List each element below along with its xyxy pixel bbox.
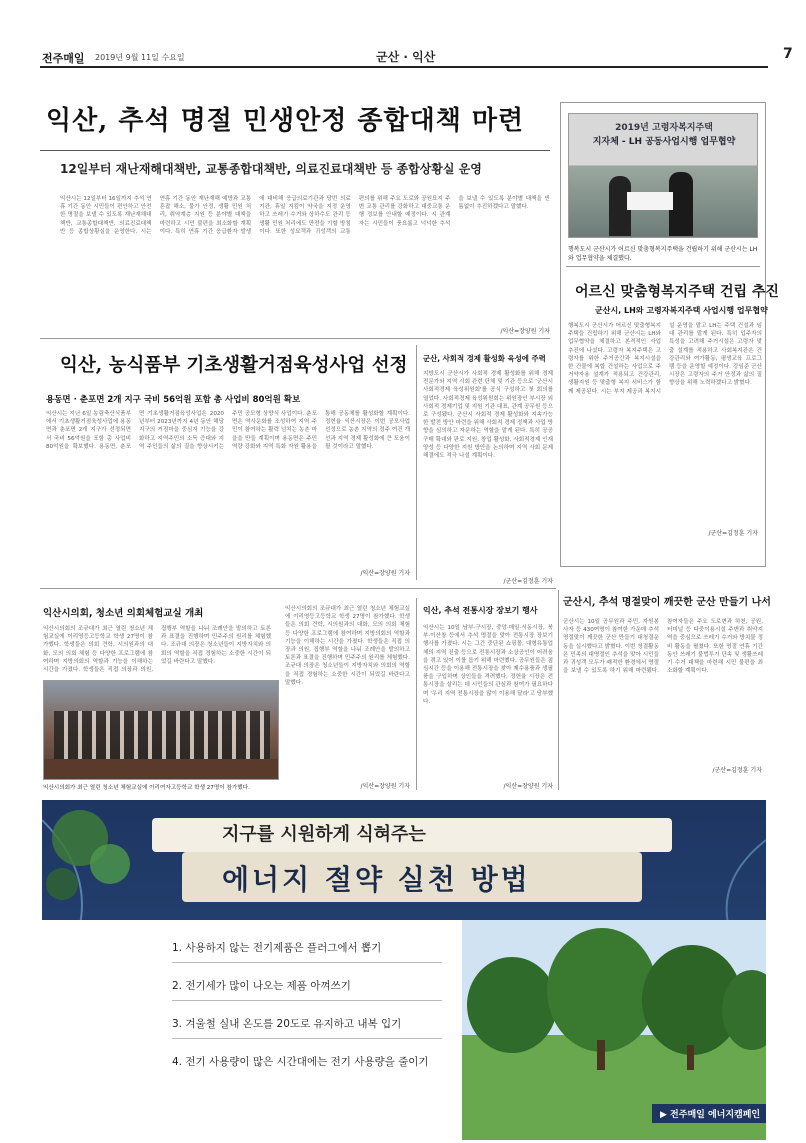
market-headline: 익산, 추석 전통시장 장보기 행사 (423, 606, 538, 615)
issue-date: 2019년 9월 11일 수요일 (95, 53, 185, 62)
tree-canopy (467, 957, 557, 1053)
clean-byline: /군산=김정훈 기자 (712, 767, 762, 774)
council-body-text: 익산시의회의 조규대가 최근 열린 청소년 체험교실에 이리영등고등학교 학생 27명이 참가했다. 학생들은 의회 견학, 시의원과의 대화, 모의 의회 체험 등 다양한 프로그램에 참여하며 지방의회의 역할과 기능을 이해하는 시간을 가졌다. 학생들은 직접 의장과 의원, 집행부 역할을 나눠 조례안을 발의하고 토론과 표결을 진행하며 민주주의 원리를 체험했다. 조규대 의장은 청소년들이 지방자치와 의회의 역할을 직접 경험하는 소중한 시간이 되었길 바란다고 말했다. (43, 626, 271, 674)
market-body-text: 익산시는 10일 남부·구시장, 중앙·매일·서동시장, 북부·이산창 등에서 추석 명절을 맞아 전통시장 장보기 행사를 가졌다. 시는 그간 중단된 쇼핑몰, 대형유통업체의 지역 진출 등으로 전통시장과 소상공인이 어려움을 겪고 있어 이를 돕기 위해 마련했다. 공무원들은 점심시간 등을 이용해 전통시장을 찾아 제수용품과 생필품을 구입하며 상인들을 격려했다. 정헌율 시장은 전통시장을 살리는 데 시민들의 관심과 참여가 필요하다며 '우리 지역 전통시장을 많이 이용해 달라'고 당부했다. (423, 625, 553, 705)
council-body-lead (43, 625, 271, 675)
photo-caption: 행복도시 군산시가 어르신 맞춤형복지주택을 건립하기 위해 군산시는 LH와 업무협약을 체결했다. (568, 246, 758, 262)
divider (40, 338, 550, 339)
newspaper-logo: 전주매일 (42, 52, 85, 65)
tree-canopy (547, 928, 657, 1052)
ad-title-line2: 에너지 절약 실천 방법 (222, 863, 531, 896)
clean-headline: 군산시, 추석 명절맞이 깨끗한 군산 만들기 나서 (563, 597, 771, 608)
council-photo (43, 680, 279, 780)
photo-banner-line1: 2019년 고령자복지주택 (615, 123, 713, 133)
housing-body-text: 행복도시 군산시가 어르신 맞춤형복지주택을 건립하기 위해 군산시는 LH와 업무협약을 체결하고 본격적인 사업 추진에 나섰다. 고령자 복지주택은 고령자를 위한 주거공간과 복지시설을 한 건물에 복합 건설하는 사업으로 주거약자용 설계가 적용되고 건강관리, 생활지원 등 맞춤형 복지 서비스가 함께 제공된다. 시는 부지 제공과 복지시설 운영을 맡고 LH는 주택 건설과 임대 관리를 맡게 된다. 특히 입주자의 특성을 고려해 주거시설은 고령자 맞춤 설계를 적용하고 사회복지관은 건강관리와 여가활동, 평생교육 프로그램 등을 운영할 예정이다. 강임준 군산시장은 고령자의 주거 안정과 삶의 질 향상을 위해 노력하겠다고 밝혔다. (568, 323, 762, 395)
council-headline: 익산시의회, 청소년 의회체험교실 개최 (43, 608, 204, 619)
housing-body (568, 322, 762, 512)
main-byline: /익산=장양원 기자 (500, 328, 550, 335)
tip-divider (172, 1038, 442, 1039)
tip-divider (172, 1000, 442, 1001)
divider (566, 266, 760, 267)
housing-subheadline: 군산시, LH와 고령자복지주택 사업시행 업무협약 (595, 306, 768, 315)
housing-headline: 어르신 맞춤형복지주택 건립 추진 (575, 284, 779, 300)
photo-banner-line2: 지자체 - LH 공동사업시행 업무협약 (592, 137, 736, 147)
council-caption: 익산시의회가 최근 열린 청소년 체험교실에 이리여자고등학교 학생 27명이 참가했다. (43, 785, 250, 791)
tip-item-2: 2. 전기세가 많이 나오는 제품 아껴쓰기 (172, 980, 351, 992)
campaign-label: ▶ 전주매일 에너지캠페인 (652, 1104, 766, 1123)
divider (40, 150, 550, 151)
tip-item-3: 3. 겨울철 실내 온도를 20도로 유지하고 내복 입기 (172, 1018, 402, 1030)
page-header (0, 0, 806, 68)
page-number: 7 (783, 46, 793, 62)
council-body-text: 익산시의회의 조규대가 최근 열린 청소년 체험교실에 이리영등고등학교 학생 27명이 참가했다. 학생들은 의회 견학, 시의원과의 대화, 모의 의회 체험 등 다양한 프로그램에 참여하며 지방의회의 역할과 기능을 이해하는 시간을 가졌다. 학생들은 직접 의장과 의원, 집행부 역할을 나눠 조례안을 발의하고 토론과 표결을 진행하며 민주주의 원리를 체험했다. 조규대 의장은 청소년들이 지방자치와 의회의 역할을 직접 경험하는 소중한 시간이 되었길 바란다고 말했다. (285, 606, 410, 686)
clean-body (563, 618, 763, 768)
column-divider (416, 598, 417, 790)
header-rule (40, 66, 768, 68)
main-subheadline: 12일부터 재난재해대책반, 교통종합대책반, 의료진료대책반 등 종합상황실 운영 (60, 162, 482, 176)
tip-item-1: 1. 사용하지 않는 전기제품은 플러그에서 뽑기 (172, 942, 382, 954)
social-headline: 군산, 사회적 경제 활성화 육성에 주력 (423, 354, 546, 363)
tree-trunk (597, 1040, 605, 1070)
housing-byline: /군산=김정훈 기자 (708, 530, 758, 537)
agreement-photo (568, 113, 758, 238)
farm-subheadline: 용동면 · 춘포면 2개 지구 국비 56억원 포함 총 사업비 80억원 확보 (46, 395, 301, 405)
farm-byline: /익산=장양원 기자 (360, 570, 410, 577)
tip-divider (172, 962, 442, 963)
farm-body (46, 410, 410, 570)
farm-headline: 익산, 농식품부 기초생활거점육성사업 선정 (60, 355, 408, 376)
divider (40, 588, 556, 589)
leaf-cluster (90, 844, 130, 884)
leaf-cluster (46, 868, 78, 900)
section-title: 군산 · 익산 (376, 50, 436, 64)
agreement-document (627, 192, 673, 210)
market-body (423, 624, 553, 779)
column-divider (416, 345, 417, 580)
social-body-text: 지방도시 군산시가 사회적 경제 활성화를 위해 경제 전문가와 지역 시회 관련 단체 및 기관 등으로 '군산시 사회적경제 육성위원회'를 공식 구성하고 첫 회의를 열었다. 사회적경제 육성위원회는 위원장인 부시장 외 사회적 경제기업 및 지원 기관 대표, 관계 공무원 등으로 구성됐다. 군산시 사회적 경제 활성화와 지속가능한 발전 방안 마련을 위해 사회적 경제 정책과 사업 방향을 심의하고 자문하는 역할을 맡게 된다. 특히 공공구매 확대와 판로 지원, 창업 활성화, 사회적경제 인재 양성 등 다양한 지원 방안을 논의하며 지역 사회 문제 해결에도 적극 나설 계획이다. (423, 371, 553, 460)
council-body (285, 605, 410, 780)
ad-title-line1: 지구를 시원하게 식혀주는 (222, 824, 426, 845)
main-body-text: 익산시는 12일부터 16일까지 추석 연휴 기간 동안 시민들이 편안하고 안전한 명절을 보낼 수 있도록 재난재해대책반, 교통종합대책반, 의료진료대책반 등 종합상황실을 운영한다. 시는 연휴 기간 동안 재난재해 예방과 교통 혼잡 해소, 물가 안정, 생활 민원 처리, 취약계층 지원 등 분야별 대책을 마련하고 시민 불편을 최소화할 계획이다. 특히 연휴 기간 응급환자 발생에 대비해 응급의료기관과 당번 의료기관, 휴일 지킴이 약국을 지정 운영하고 쓰레기 수거와 상하수도 관리 등 생활 민원 처리에도 만전을 기할 방침이다. 또한 성묘객과 귀성객의 교통 편의를 위해 주요 도로와 공원묘지 주변 교통 관리를 강화하고 대중교통 운행 정보를 안내할 예정이다. 시 관계자는 시민들이 풍요롭고 넉넉한 추석을 보낼 수 있도록 분야별 대책을 빈틈없이 추진하겠다고 말했다. (60, 196, 550, 235)
market-byline: /익산=장양원 기자 (503, 783, 553, 790)
main-body (60, 195, 550, 333)
farm-body-text: 익산시는 지난 6일 농림축산식품부에서 기초생활거점육성사업에 용동면과 춘포면 2개 지구가 선정되면서 국비 56억원을 포함 총 사업비 80억원을 확보했다. 용동면, 춘포면 기초생활거점육성사업은 2020년부터 2023년까지 4년 동안 해당 지구의 거점마을 중심지 기능을 강화하고 지역주민의 소득 증대와 지역 주민들의 삶의 질을 향상시키는 주민 공모형 상향식 사업이다. 춘포면은 역사문화를 조성하여 지역 주민이 참여하는 활력 넘치는 농촌 마을을 만들 계획이며 용동면은 주민 역량 강화와 지역 특화 자원 활용을 통해 공동체를 활성화할 계획이다. 정헌율 익산시장은 이번 공모사업 선정으로 농촌 지역의 정주 여건 개선과 지역 경제 활성화에 큰 도움이 될 것이라고 말했다. (46, 411, 410, 450)
stage-floor (44, 759, 279, 780)
column-divider (558, 590, 559, 790)
tree-trunk (687, 1045, 694, 1070)
council-byline: /익산=장양원 기자 (360, 783, 410, 790)
main-headline: 익산, 추석 명절 민생안정 종합대책 마련 (46, 106, 525, 136)
clean-body-text: 군산시는 10일 공무원과 주민, 자원봉사자 등 430여명이 참여한 가운데 추석 명절맞이 깨끗한 군산 만들기 대청결운동을 실시했다고 밝혔다. 이번 청결활동은 민족의 대명절인 추석을 맞아 시민들과 귀성객 모두가 쾌적한 환경에서 명절을 보낼 수 있도록 하기 위해 마련됐다. 참여자들은 주요 도로변과 하천, 공원, 터미널 등 다중이용시설 주변과 취약지역을 중심으로 쓰레기 수거와 방치물 정비 활동을 펼쳤다. 또한 명절 연휴 기간 동안 쓰레기 불법투기 단속 및 생활쓰레기 수거 대책을 마련해 시민 불편을 최소화할 계획이다. (563, 619, 763, 675)
students-group (54, 711, 270, 761)
tip-item-4: 4. 전기 사용량이 많은 시간대에는 전기 사용량을 줄이기 (172, 1056, 429, 1068)
energy-campaign-ad (42, 800, 766, 1140)
social-body (423, 370, 553, 560)
social-byline: /군산=김정훈 기자 (503, 578, 553, 585)
